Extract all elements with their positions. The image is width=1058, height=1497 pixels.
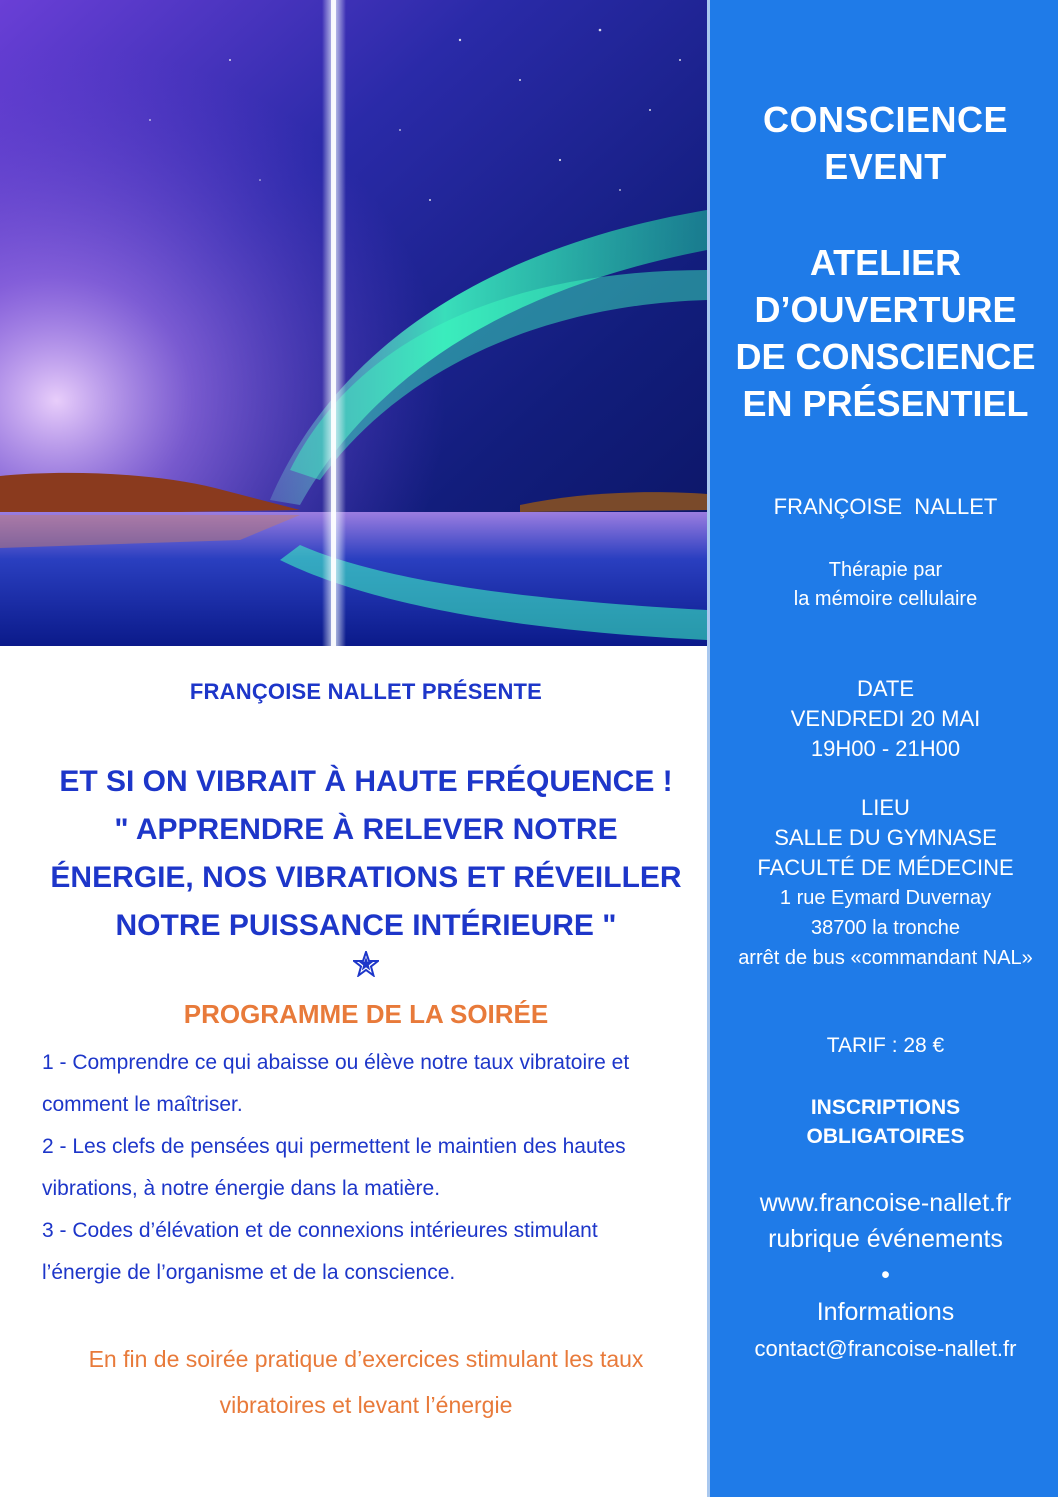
headline (0, 758, 732, 950)
venue-name: SALLE DU GYMNASE (774, 825, 997, 850)
location-label: LIEU (861, 795, 910, 820)
closing-note (0, 1336, 732, 1428)
aurora-illustration (0, 0, 707, 646)
price: TARIF : 28 € (826, 1034, 945, 1057)
event-title (710, 96, 1058, 190)
registration-line: OBLIGATOIRES (806, 1125, 965, 1148)
website-section: rubrique événements (768, 1225, 1003, 1253)
registration-line: INSCRIPTIONS (810, 1096, 961, 1119)
atelier-line: ATELIER (809, 242, 962, 283)
programme-line: vibrations, à notre énergie dans la matière. (42, 1177, 441, 1200)
therapy-description (710, 556, 1058, 614)
host-name: FRANÇOISE NALLET (773, 494, 998, 519)
website-block (710, 1185, 1058, 1293)
venue-faculty: FACULTÉ DE MÉDECINE (757, 855, 1014, 880)
atelier-line: EN PRÉSENTIEL (742, 383, 1029, 424)
headline-line: " APPRENDRE À RELEVER NOTRE (114, 813, 618, 846)
closing-line: vibratoires et levant l’énergie (219, 1392, 513, 1418)
headline-line: ET SI ON VIBRAIT À HAUTE FRÉQUENCE ! (59, 765, 673, 798)
bus-stop-line: arrêt de bus «commandant NAL» (738, 947, 1033, 969)
event-title-line: CONSCIENCE (762, 99, 1009, 140)
event-title-line: EVENT (824, 146, 947, 187)
location-block (710, 793, 1058, 973)
date-value: VENDREDI 20 MAI (790, 706, 981, 731)
programme-line: comment le maîtriser. (42, 1093, 243, 1116)
therapy-line: Thérapie par (828, 559, 943, 581)
bullet-separator: • (881, 1261, 890, 1289)
date-label: DATE (856, 676, 915, 701)
programme-line: 2 - Les clefs de pensées qui permettent le maintien des hautes (42, 1135, 626, 1158)
programme-title: PROGRAMME DE LA SOIRÉE (183, 999, 549, 1029)
date-block (710, 674, 1058, 764)
programme-list (42, 1042, 702, 1294)
event-description (0, 646, 707, 1497)
presenter-line: FRANÇOISE NALLET PRÉSENTE (189, 679, 543, 704)
registration-required (710, 1093, 1058, 1151)
star-icon (353, 951, 379, 977)
address-line: 38700 la tronche (810, 917, 960, 939)
atelier-title (710, 239, 1058, 427)
time-value: 19H00 - 21H00 (810, 736, 961, 761)
atelier-line: DE CONSCIENCE (735, 336, 1036, 377)
website-link[interactable]: www.francoise-nallet.fr (759, 1189, 1012, 1217)
address-line: 1 rue Eymard Duvernay (779, 887, 992, 909)
programme-line: 3 - Codes d’élévation et de connexions intérieures stimulant (42, 1219, 598, 1242)
headline-line: ÉNERGIE, NOS VIBRATIONS ET RÉVEILLER (50, 861, 682, 894)
info-label: Informations (816, 1298, 955, 1326)
programme-line: 1 - Comprendre ce qui abaisse ou élève notre taux vibratoire et (42, 1051, 630, 1074)
contact-email-link[interactable]: contact@francoise-nallet.fr (754, 1336, 1017, 1361)
therapy-line: la mémoire cellulaire (793, 588, 978, 610)
programme-line: l’énergie de l’organisme et de la conscience. (42, 1261, 456, 1284)
headline-line: NOTRE PUISSANCE INTÉRIEURE " (115, 909, 617, 942)
hero-image (0, 0, 707, 646)
atelier-line: D’OUVERTURE (754, 289, 1017, 330)
info-panel (707, 0, 1058, 1497)
closing-line: En fin de soirée pratique d’exercices stimulant les taux (88, 1346, 644, 1372)
